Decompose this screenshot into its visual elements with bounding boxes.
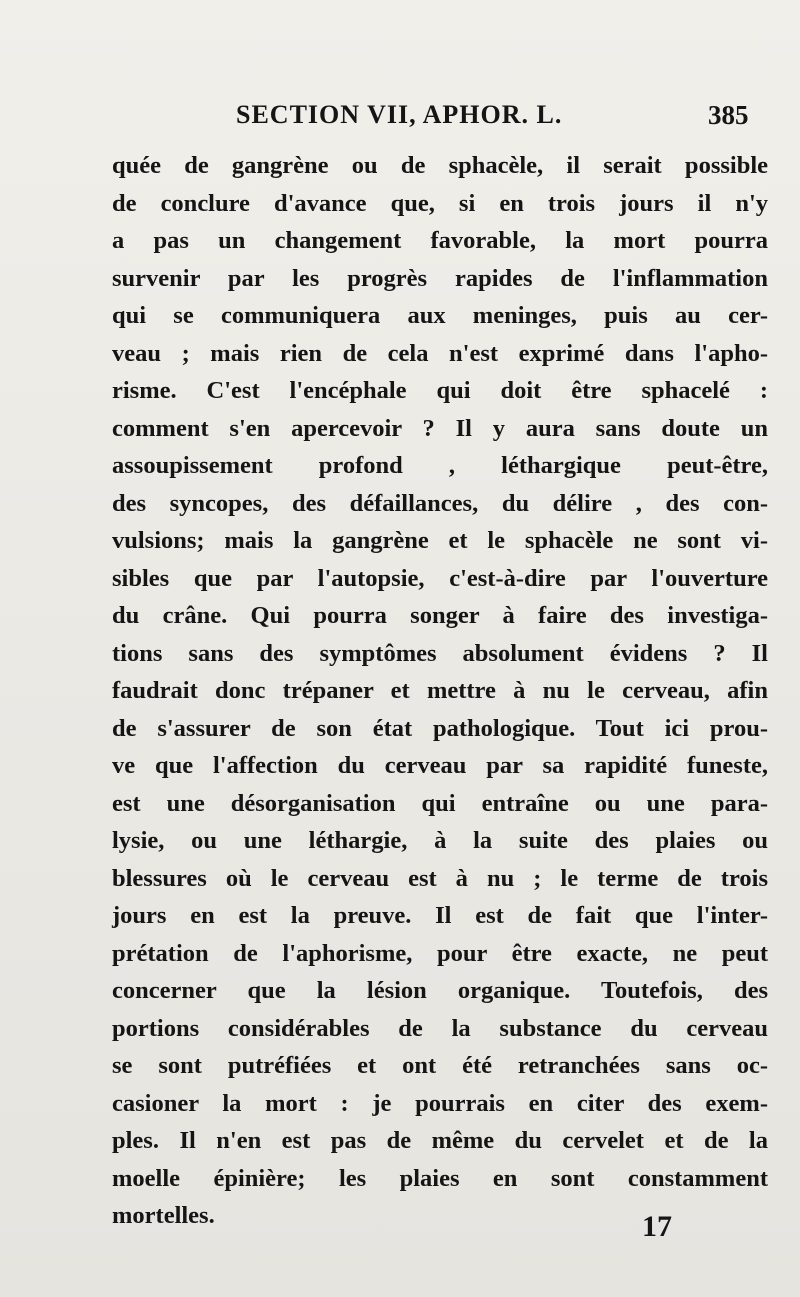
page-header (0, 100, 800, 140)
text-line: ples. Il n'en est pas de même du cervelet et de la (112, 1127, 768, 1154)
text-line: tions sans des symptômes absolument évidens ? Il (112, 639, 768, 667)
text-line: portions considérables de la substance du cerveau (112, 1014, 768, 1042)
text-line: vulsions; mais la gangrène et le sphacèle ne sont vi- (112, 527, 768, 554)
text-line: des syncopes, des défaillances, du délire , des con- (112, 489, 768, 517)
text-line: de s'assurer de son état pathologique. Tout ici prou- (112, 714, 768, 742)
text-line: survenir par les progrès rapides de l'inflammation (112, 264, 768, 292)
text-line: risme. C'est l'encéphale qui doit être sphacelé : (112, 377, 768, 404)
text-line: a pas un changement favorable, la mort pourra (112, 227, 768, 254)
page-number: 385 (708, 100, 749, 130)
text-line: moelle épinière; les plaies en sont constamment (112, 1164, 768, 1192)
text-line: du crâne. Qui pourra songer à faire des investiga- (112, 602, 768, 629)
text-line: qui se communiquera aux meninges, puis au cer- (112, 302, 768, 329)
text-line: est une désorganisation qui entraîne ou une para- (112, 789, 768, 817)
signature-mark: 17 (642, 1210, 672, 1243)
text-line: prétation de l'aphorisme, pour être exacte, ne peut (112, 939, 768, 967)
body-text (112, 147, 768, 1235)
text-line: de conclure d'avance que, si en trois jours il n'y (112, 189, 768, 217)
text-line: blessures où le cerveau est à nu ; le terme de trois (112, 864, 768, 892)
text-line: ve que l'affection du cerveau par sa rapidité funeste, (112, 752, 768, 779)
text-line: lysie, ou une léthargie, à la suite des plaies ou (112, 827, 768, 854)
text-line: sibles que par l'autopsie, c'est-à-dire par l'ouverture (112, 564, 768, 592)
text-line: veau ; mais rien de cela n'est exprimé dans l'apho- (112, 339, 768, 367)
text-line: quée de gangrène ou de sphacèle, il serait possible (112, 152, 768, 179)
text-line: comment s'en apercevoir ? Il y aura sans doute un (112, 414, 768, 442)
text-line: faudrait donc trépaner et mettre à nu le cerveau, afin (112, 677, 768, 704)
text-line: jours en est la preuve. Il est de fait que l'inter- (112, 902, 768, 929)
text-line: casioner la mort : je pourrais en citer des exem- (112, 1089, 768, 1117)
text-line: assoupissement profond , léthargique peut-être, (112, 452, 768, 479)
text-line: concerner que la lésion organique. Toutefois, des (112, 977, 768, 1004)
text-line: mortelles. (112, 1202, 215, 1229)
running-head: SECTION VII, APHOR. L. (236, 100, 563, 129)
text-line: se sont putréfiées et ont été retranchées sans oc- (112, 1052, 768, 1079)
